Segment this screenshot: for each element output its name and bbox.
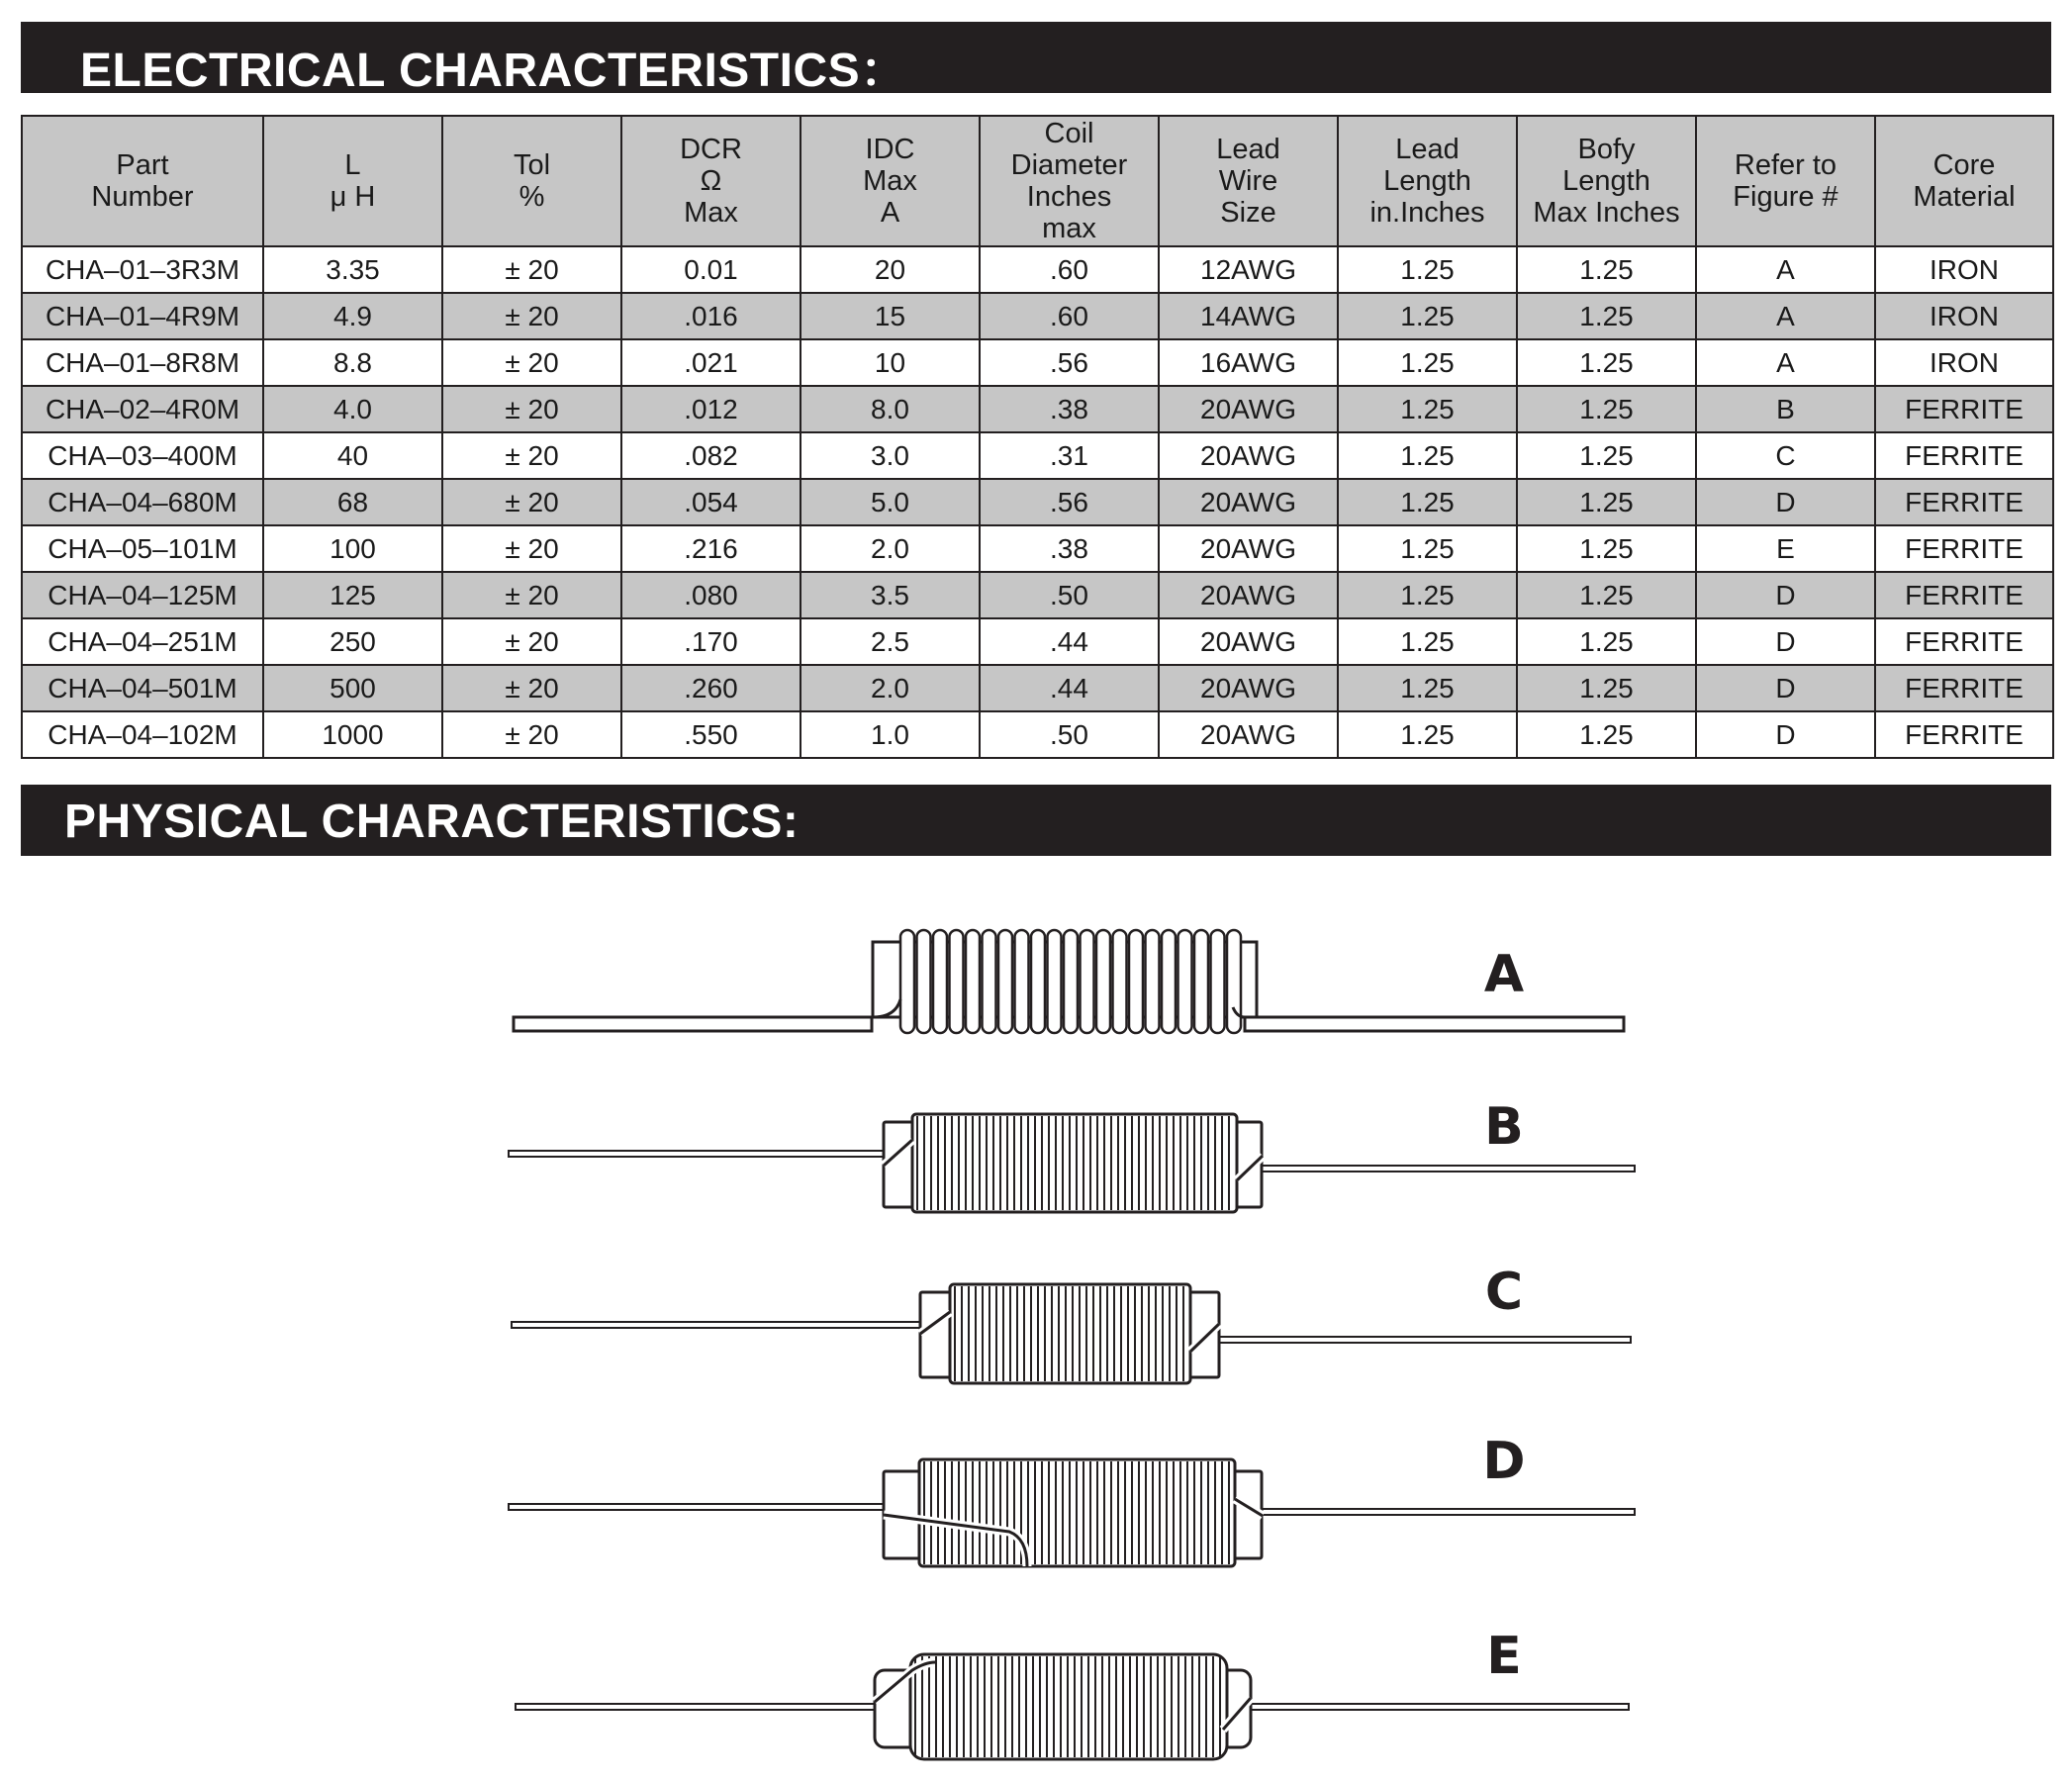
physical-characteristics-banner (21, 785, 2051, 856)
table-cell: CHA–04–102M (22, 711, 263, 758)
table-cell: A (1696, 246, 1875, 293)
table-cell: .38 (980, 386, 1159, 432)
table-cell: .082 (621, 432, 801, 479)
figure-label-a: A (1483, 945, 1525, 1004)
table-cell: 3.5 (801, 572, 980, 618)
table-cell: FERRITE (1875, 386, 2053, 432)
table-cell: .016 (621, 293, 801, 339)
table-cell: A (1696, 293, 1875, 339)
table-cell: 20AWG (1159, 525, 1338, 572)
table-cell: B (1696, 386, 1875, 432)
table-cell: 1.25 (1517, 525, 1696, 572)
table-cell: 5.0 (801, 479, 980, 525)
table-cell: .50 (980, 711, 1159, 758)
table-cell: D (1696, 665, 1875, 711)
table-row (22, 525, 2053, 572)
table-cell: 1.25 (1517, 386, 1696, 432)
table-cell: 4.9 (263, 293, 442, 339)
column-header: IDC Max A (801, 116, 980, 246)
table-cell: A (1696, 339, 1875, 386)
table-cell: 1.25 (1338, 246, 1517, 293)
table-cell: .012 (621, 386, 801, 432)
table-cell: FERRITE (1875, 479, 2053, 525)
table-cell: 8.8 (263, 339, 442, 386)
table-cell: 20 (801, 246, 980, 293)
table-cell: 1.25 (1338, 293, 1517, 339)
column-header: Lead Length in.Inches (1338, 116, 1517, 246)
table-cell: CHA–03–400M (22, 432, 263, 479)
table-cell: ± 20 (442, 479, 621, 525)
table-cell: 1.25 (1338, 386, 1517, 432)
table-cell: CHA–01–8R8M (22, 339, 263, 386)
table-cell: D (1696, 479, 1875, 525)
table-cell: ± 20 (442, 525, 621, 572)
table-cell: 1000 (263, 711, 442, 758)
table-cell: 1.25 (1517, 432, 1696, 479)
table-cell: 20AWG (1159, 618, 1338, 665)
table-row (22, 246, 2053, 293)
figure-label-c: C (1484, 1263, 1524, 1322)
table-row (22, 386, 2053, 432)
table-row (22, 665, 2053, 711)
table-row (22, 339, 2053, 386)
table-cell: .44 (980, 665, 1159, 711)
physical-characteristics-title: PHYSICAL CHARACTERISTICS: (64, 796, 800, 848)
table-cell: .260 (621, 665, 801, 711)
table-cell: CHA–01–3R3M (22, 246, 263, 293)
table-cell: .216 (621, 525, 801, 572)
electrical-characteristics-table (21, 115, 2054, 759)
figure-label-d: D (1482, 1432, 1526, 1491)
table-cell: FERRITE (1875, 618, 2053, 665)
table-cell: ± 20 (442, 246, 621, 293)
table-cell: 1.25 (1338, 339, 1517, 386)
table-cell: 3.35 (263, 246, 442, 293)
table-cell: ± 20 (442, 711, 621, 758)
column-header: Bofy Length Max Inches (1517, 116, 1696, 246)
table-cell: 15 (801, 293, 980, 339)
table-cell: 14AWG (1159, 293, 1338, 339)
table-row (22, 293, 2053, 339)
table-cell: 20AWG (1159, 665, 1338, 711)
table-cell: D (1696, 618, 1875, 665)
table-cell: 2.5 (801, 618, 980, 665)
table-cell: 1.25 (1338, 479, 1517, 525)
table-cell: .080 (621, 572, 801, 618)
table-cell: ± 20 (442, 665, 621, 711)
table-cell: C (1696, 432, 1875, 479)
column-header: DCR Ω Max (621, 116, 801, 246)
table-row (22, 432, 2053, 479)
table-cell: .054 (621, 479, 801, 525)
table-cell: 1.25 (1338, 711, 1517, 758)
table-cell: ± 20 (442, 432, 621, 479)
table-cell: IRON (1875, 246, 2053, 293)
table-cell: D (1696, 572, 1875, 618)
table-cell: ± 20 (442, 293, 621, 339)
table-cell: 20AWG (1159, 711, 1338, 758)
table-cell: ± 20 (442, 572, 621, 618)
table-cell: 1.25 (1338, 525, 1517, 572)
physical-figures-diagram (0, 871, 2072, 1782)
table-cell: .60 (980, 293, 1159, 339)
table-cell: FERRITE (1875, 432, 2053, 479)
table-cell: 1.0 (801, 711, 980, 758)
table-cell: .170 (621, 618, 801, 665)
column-header: Lead Wire Size (1159, 116, 1338, 246)
column-header: L μ H (263, 116, 442, 246)
table-cell: CHA–04–501M (22, 665, 263, 711)
table-cell: .60 (980, 246, 1159, 293)
table-row (22, 618, 2053, 665)
table-cell: E (1696, 525, 1875, 572)
table-cell: CHA–01–4R9M (22, 293, 263, 339)
inductor-figure-a (514, 930, 1624, 1033)
table-cell: 2.0 (801, 665, 980, 711)
table-cell: 1.25 (1517, 711, 1696, 758)
table-cell: 10 (801, 339, 980, 386)
table-cell: .550 (621, 711, 801, 758)
table-cell: 1.25 (1338, 665, 1517, 711)
column-header: Core Material (1875, 116, 2053, 246)
table-cell: .56 (980, 479, 1159, 525)
table-row (22, 711, 2053, 758)
table-cell: 20AWG (1159, 479, 1338, 525)
electrical-characteristics-banner (21, 22, 2051, 97)
table-cell: 16AWG (1159, 339, 1338, 386)
table-cell: 1.25 (1517, 572, 1696, 618)
table-cell: 100 (263, 525, 442, 572)
table-cell: 1.25 (1517, 479, 1696, 525)
table-cell: 40 (263, 432, 442, 479)
table-cell: 1.25 (1338, 432, 1517, 479)
table-cell: 20AWG (1159, 572, 1338, 618)
table-cell: .38 (980, 525, 1159, 572)
table-cell: 4.0 (263, 386, 442, 432)
table-cell: 1.25 (1517, 339, 1696, 386)
table-cell: .56 (980, 339, 1159, 386)
table-cell: 250 (263, 618, 442, 665)
table-cell: .44 (980, 618, 1159, 665)
table-cell: 2.0 (801, 525, 980, 572)
table-cell: 125 (263, 572, 442, 618)
inductor-figure-e (516, 1627, 1629, 1759)
table-header-row (22, 116, 2053, 246)
table-cell: 3.0 (801, 432, 980, 479)
table-cell: CHA–04–680M (22, 479, 263, 525)
column-header: Coil Diameter Inches max (980, 116, 1159, 246)
table-cell: 68 (263, 479, 442, 525)
inductor-figure-c (512, 1263, 1631, 1383)
table-cell: 1.25 (1338, 572, 1517, 618)
figure-label-b: B (1484, 1097, 1524, 1157)
table-cell: CHA–04–125M (22, 572, 263, 618)
table-cell: FERRITE (1875, 711, 2053, 758)
table-cell: 500 (263, 665, 442, 711)
table-cell: D (1696, 711, 1875, 758)
table-cell: ± 20 (442, 386, 621, 432)
table-cell: 20AWG (1159, 432, 1338, 479)
table-cell: 0.01 (621, 246, 801, 293)
table-row (22, 479, 2053, 525)
table-cell: 20AWG (1159, 386, 1338, 432)
table-cell: .31 (980, 432, 1159, 479)
table-cell: 1.25 (1517, 293, 1696, 339)
table-cell: 1.25 (1338, 618, 1517, 665)
table-cell: FERRITE (1875, 525, 2053, 572)
table-cell: ± 20 (442, 618, 621, 665)
figure-label-e: E (1486, 1627, 1522, 1686)
table-cell: CHA–05–101M (22, 525, 263, 572)
table-cell: FERRITE (1875, 665, 2053, 711)
column-header: Part Number (22, 116, 263, 246)
table-cell: IRON (1875, 293, 2053, 339)
electrical-characteristics-title: ELECTRICAL CHARACTERISTICS： (80, 45, 908, 97)
table-cell: 8.0 (801, 386, 980, 432)
table-cell: FERRITE (1875, 572, 2053, 618)
table-cell: .021 (621, 339, 801, 386)
table-cell: 1.25 (1517, 618, 1696, 665)
table-cell: CHA–04–251M (22, 618, 263, 665)
column-header: Tol % (442, 116, 621, 246)
table-cell: ± 20 (442, 339, 621, 386)
table-cell: 12AWG (1159, 246, 1338, 293)
table-cell: IRON (1875, 339, 2053, 386)
table-cell: 1.25 (1517, 246, 1696, 293)
table-cell: 1.25 (1517, 665, 1696, 711)
inductor-figure-b (509, 1097, 1635, 1212)
column-header: Refer to Figure # (1696, 116, 1875, 246)
table-cell: CHA–02–4R0M (22, 386, 263, 432)
table-cell: .50 (980, 572, 1159, 618)
table-row (22, 572, 2053, 618)
inductor-figure-d (509, 1432, 1635, 1566)
